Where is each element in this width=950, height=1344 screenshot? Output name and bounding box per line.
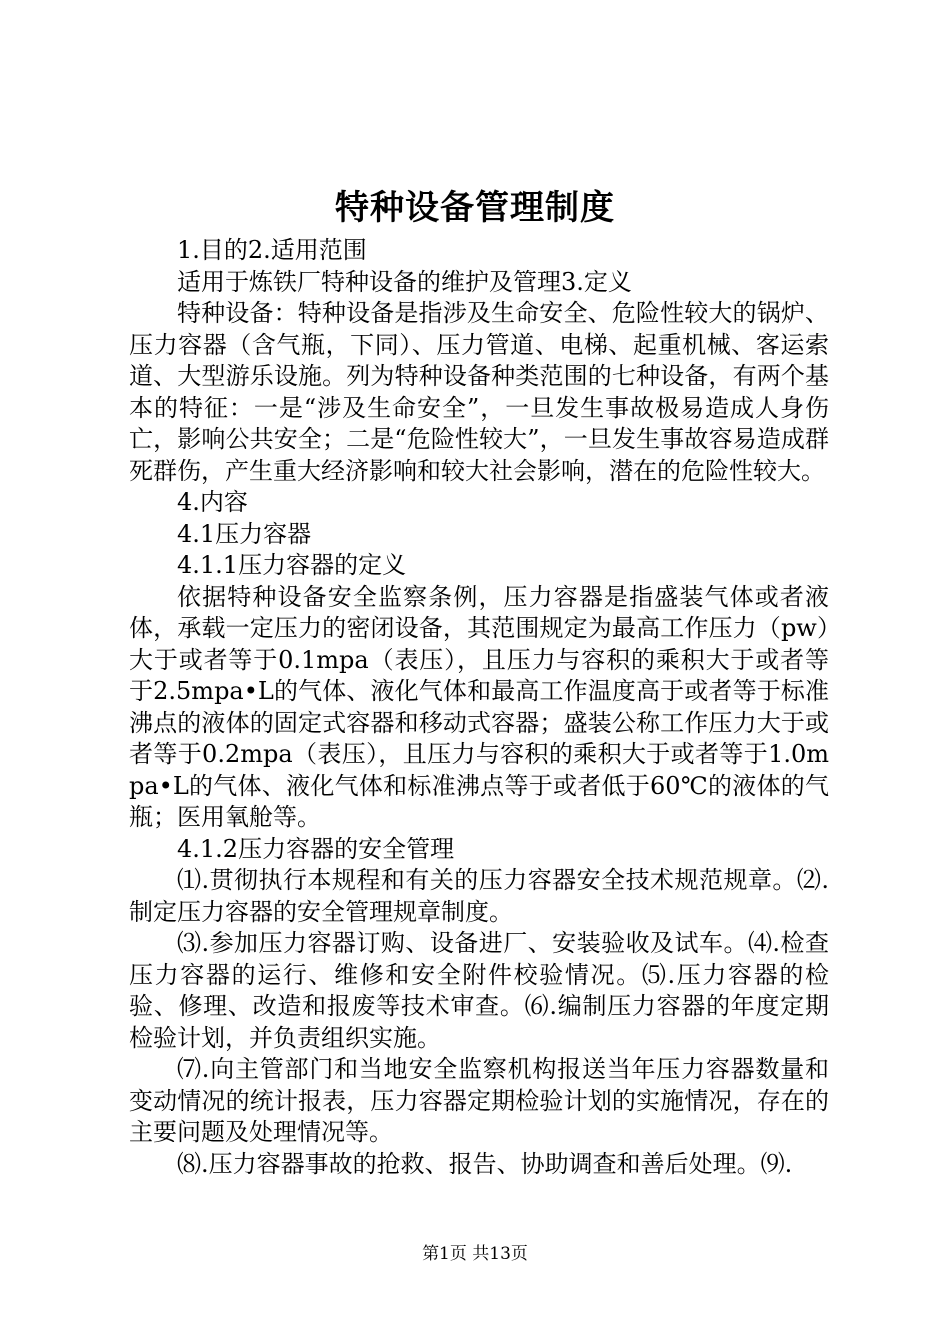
heading-pressure-vessel: 4.1压力容器 <box>177 519 312 548</box>
document-title: 特种设备管理制度 <box>335 188 615 228</box>
heading-pressure-vessel-definition: 4.1.1压力容器的定义 <box>177 551 407 579</box>
document-body <box>129 235 829 1180</box>
paragraph-special-equipment-definition: 特种设备：特种设备是指涉及生命安全、危险性较大的锅炉、压力容器（含气瓶，下同）、压力管道、电梯、起重机械、客运索道、大型游乐设施。列为特种设备种类范围的七种设备，有两个基本的特征：一是“涉及生命安全”，一旦发生事故极易造成人身伤亡，影响公共安全；二是“危险性较大”，一旦发生事故容易造成群死群伤，产生重大经济影响和较大社会影响，潜在的危险性较大。 <box>129 299 829 485</box>
heading-content: 4.内容 <box>177 488 248 516</box>
paragraph-safety-items-1-2: ⑴.贯彻执行本规程和有关的压力容器安全技术规范规章。⑵.制定压力容器的安全管理规章制度。 <box>129 866 829 926</box>
paragraph-purpose-scope: 1.目的2.适用范围 <box>177 236 367 264</box>
heading-pressure-vessel-safety: 4.1.2压力容器的安全管理 <box>177 834 455 863</box>
paragraph-scope-definition: 适用于炼铁厂特种设备的维护及管理3.定义 <box>177 267 632 296</box>
paragraph-safety-items-3-6: ⑶.参加压力容器订购、设备进厂、安装验收及试车。⑷.检查压力容器的运行、维修和安全附件校验情况。⑸.压力容器的检验、修理、改造和报废等技术审查。⑹.编制压力容器的年度定期检验计划，并负责组织实施。 <box>129 929 829 1052</box>
paragraph-safety-item-7: ⑺.向主管部门和当地安全监察机构报送当年压力容器数量和变动情况的统计报表，压力容器定期检验计划的实施情况，存在的主要问题及处理情况等。 <box>129 1055 829 1146</box>
paragraph-pressure-vessel-definition: 依据特种设备安全监察条例，压力容器是指盛装气体或者液体，承载一定压力的密闭设备，其范围规定为最高工作压力（pw）大于或者等于0.1mpa（表压），且压力与容积的乘积大于或者等于2.5mpa•L的气体、液化气体和最高工作温度高于或者等于标准沸点的液体的固定式容器和移动式容器；盛装公称工作压力大于或者等于0.2mpa（表压），且压力与容积的乘积大于或者等于1.0mpa•L的气体、液化气体和标准沸点等于或者低于60℃的液体的气瓶；医用氧舱等。 <box>129 582 829 831</box>
page-number-footer: 第1页 共13页 <box>422 1244 528 1264</box>
paragraph-safety-items-8-9: ⑻.压力容器事故的抢救、报告、协助调查和善后处理。⑼. <box>177 1149 793 1178</box>
